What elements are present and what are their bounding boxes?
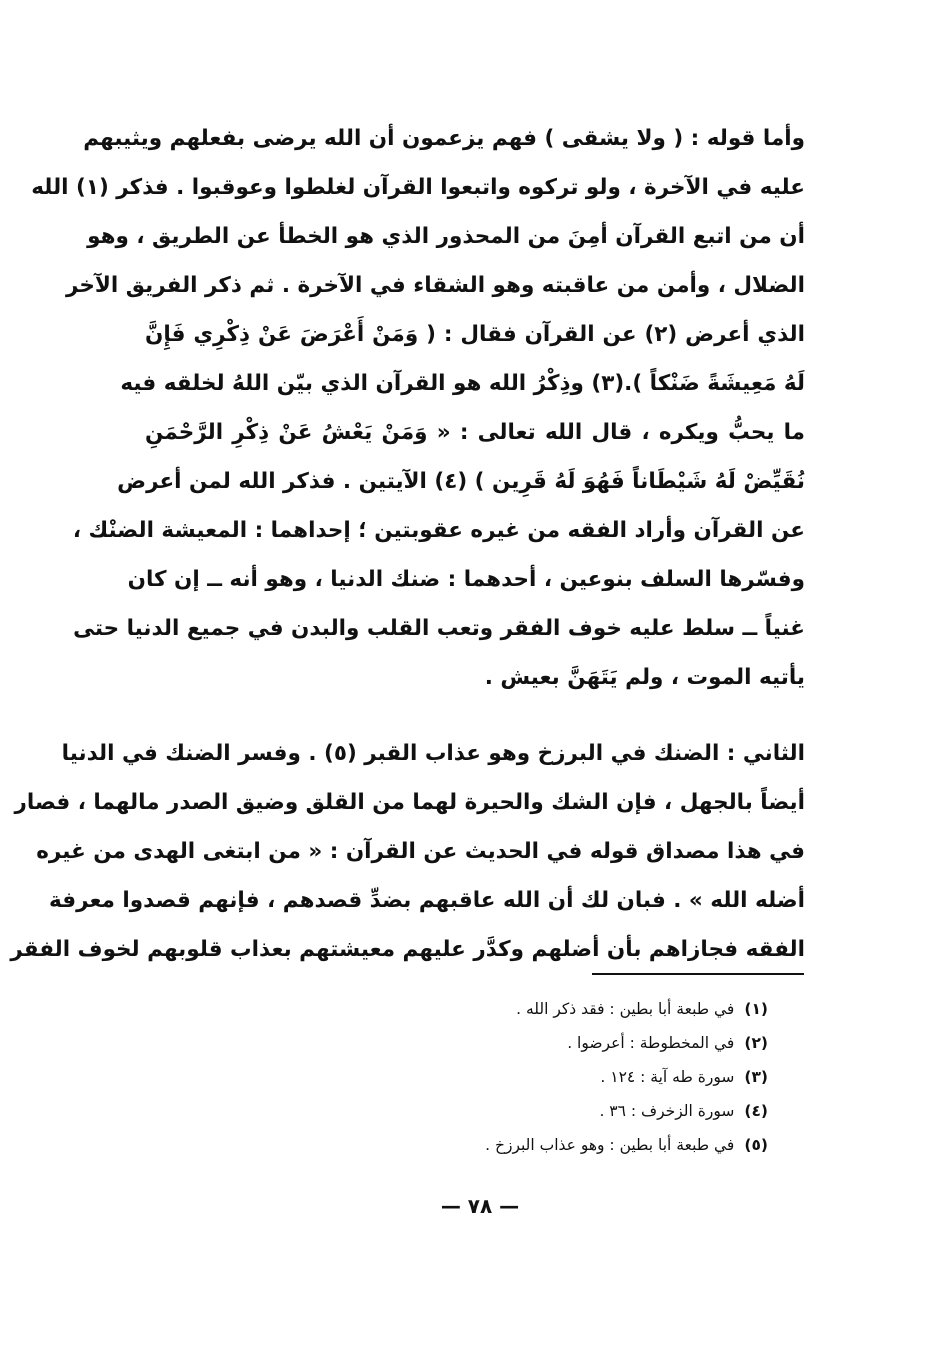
footnote-text: في طبعة أبا بطين : فقد ذكر الله . xyxy=(516,1000,735,1018)
text-line: عليه في الآخرة ، ولو تركوه واتبعوا القرآن لغلطوا وعوقبوا . فذكر (١) الله xyxy=(31,175,805,200)
footnote-item xyxy=(400,992,768,1026)
footnote-text: سورة الزخرف : ٣٦ . xyxy=(599,1102,735,1120)
paragraph-1 xyxy=(31,114,805,702)
footnote-item xyxy=(400,1060,768,1094)
footnote-text: في المخطوطة : أعرضوا . xyxy=(567,1034,735,1052)
paragraph-2 xyxy=(10,729,805,974)
text-line: غنياً ــ سلط عليه خوف الفقر وتعب القلب والبدن في جميع الدنيا حتى xyxy=(73,616,805,641)
footnote-text: سورة طه آية : ١٢٤ . xyxy=(600,1068,735,1086)
footnote-number: (٢) xyxy=(744,1034,768,1052)
text-line: الفقه فجازاهم بأن أضلهم وكدَّر عليهم معيشتهم بعذاب قلوبهم لخوف الفقر xyxy=(10,937,805,962)
text-line: يأتيه الموت ، ولم يَتَهَنَّ بعيش . xyxy=(484,665,805,690)
text-line: وفسّرها السلف بنوعين ، أحدهما : ضنك الدنيا ، وهو أنه ــ إن كان xyxy=(127,567,805,592)
footnote-number: (٣) xyxy=(744,1068,768,1086)
footnote-divider xyxy=(592,973,804,975)
text-line: ما يحبُّ ويكره ، قال الله تعالى : « وَمَنْ يَعْشُ عَنْ ذِكْرِ الرَّحْمَنِ xyxy=(145,420,805,445)
footnote-number: (٤) xyxy=(744,1102,768,1120)
page-number: — ٧٨ — xyxy=(440,1194,520,1218)
text-line: الذي أعرض (٢) عن القرآن فقال : ( وَمَنْ أَعْرَضَ عَنْ ذِكْرِي فَإِنَّ xyxy=(145,322,805,347)
text-line: أيضاً بالجهل ، فإن الشك والحيرة لهما من القلق وضيق الصدر مالهما ، فصار xyxy=(14,790,805,815)
text-line: الثاني : الضنك في البرزخ وهو عذاب القبر (٥) . وفسر الضنك في الدنيا xyxy=(61,741,805,766)
footnote-item xyxy=(400,1094,768,1128)
text-line: أضله الله » . فبان لك أن الله عاقبهم بضدِّ قصدهم ، فإنهم قصدوا معرفة xyxy=(48,888,805,913)
footnote-item xyxy=(400,1026,768,1060)
text-line: نُقَيِّضْ لَهُ شَيْطَاناً فَهُوَ لَهُ قَرِين ) (٤) الآيتين . فذكر الله لمن أعرض xyxy=(117,469,805,494)
footnote-number: (٥) xyxy=(744,1136,768,1154)
text-line: أن من اتبع القرآن أمِنَ من المحذور الذي هو الخطأ عن الطريق ، وهو xyxy=(87,224,805,249)
footnotes-list xyxy=(400,992,768,1162)
text-line: في هذا مصداق قوله في الحديث عن القرآن : « من ابتغى الهدى من غيره xyxy=(36,839,805,864)
footnote-text: في طبعة أبا بطين : وهو عذاب البرزخ . xyxy=(485,1136,735,1154)
text-line: وأما قوله : ( ولا يشقى ) فهم يزعمون أن الله يرضى بفعلهم ويثيبهم xyxy=(83,126,805,151)
text-line: الضلال ، وأمن من عاقبته وهو الشقاء في الآخرة . ثم ذكر الفريق الآخر xyxy=(66,273,805,298)
footnote-item xyxy=(400,1128,768,1162)
footnote-number: (١) xyxy=(744,1000,768,1018)
text-line: عن القرآن وأراد الفقه من غيره عقوبتين ؛ إحداهما : المعيشة الضنْك ، xyxy=(72,518,805,543)
text-line: لَهُ مَعِيشَةً ضَنْكاً ).(٣) وذِكْرُ الله هو القرآن الذي بيّن اللهُ لخلقه فيه xyxy=(120,371,805,396)
